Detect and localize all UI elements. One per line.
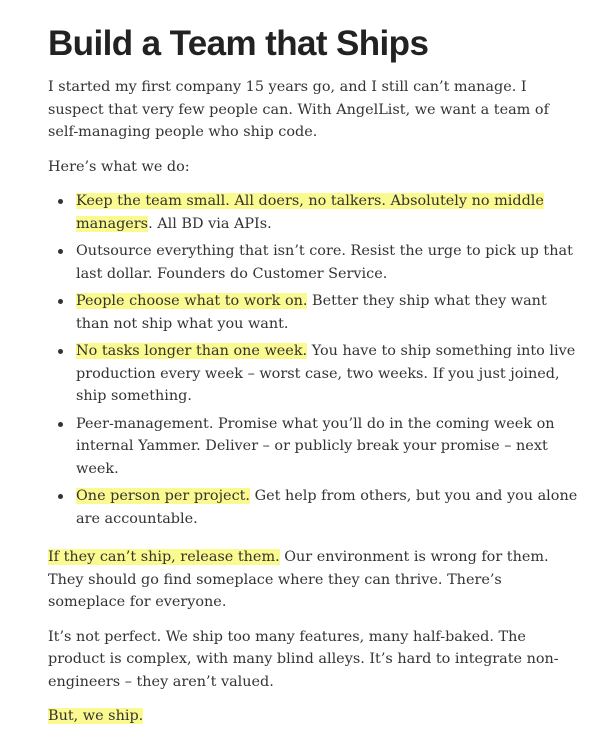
highlighted-text: No tasks longer than one week. — [76, 343, 308, 359]
list-item-text: Get help from others, but you and you alone are accountable. — [76, 488, 578, 527]
highlighted-text: If they can’t ship, release them. — [48, 549, 280, 565]
list-item — [76, 290, 578, 335]
highlighted-text: People choose what to work on. — [76, 293, 308, 309]
article-title: Build a Team that Ships — [48, 24, 429, 63]
release-paragraph — [48, 546, 578, 614]
list-item — [76, 240, 578, 285]
closing-paragraph — [48, 705, 578, 728]
list-item-text: Peer-management. Promise what you’ll do in the coming week on internal Yammer. Deliver – or publicly break your promise – next week. — [76, 415, 555, 477]
list-item-text: . All BD via APIs. — [148, 215, 272, 232]
not-perfect-paragraph: It’s not perfect. We ship too many features, many half-baked. The product is complex, with many blind alleys. It’s hard to integrate non-engineers – they aren’t valued. — [48, 628, 559, 690]
highlighted-text: Keep the team small. All doers, no talkers. Absolutely no middle managers — [76, 193, 544, 232]
practices-list — [48, 190, 578, 530]
list-item-text: Better they ship what they want than not ship what you want. — [76, 293, 547, 332]
list-item — [76, 340, 578, 408]
list-item-text: Outsource everything that isn’t core. Resist the urge to pick up that last dollar. Founders do Customer Service. — [76, 243, 573, 282]
intro-paragraph: I started my first company 15 years go, and I still can’t manage. I suspect that very few people can. With AngelList, we want a team of self-managing people who ship code. — [48, 79, 549, 140]
list-item — [76, 413, 578, 481]
paragraph-text: Our environment is wrong for them. They should go find someplace where they can thrive. There’s someplace for everyone. — [48, 549, 549, 610]
list-item-text: You have to ship something into live production every week – worst case, two weeks. If you just joined, ship something. — [76, 343, 576, 404]
list-item — [76, 190, 578, 235]
highlighted-text: One person per project. — [76, 488, 250, 504]
article — [48, 22, 578, 740]
lead-in-paragraph: Here’s what we do: — [48, 158, 190, 175]
highlighted-text: But, we ship. — [48, 708, 144, 724]
list-item — [76, 485, 578, 530]
